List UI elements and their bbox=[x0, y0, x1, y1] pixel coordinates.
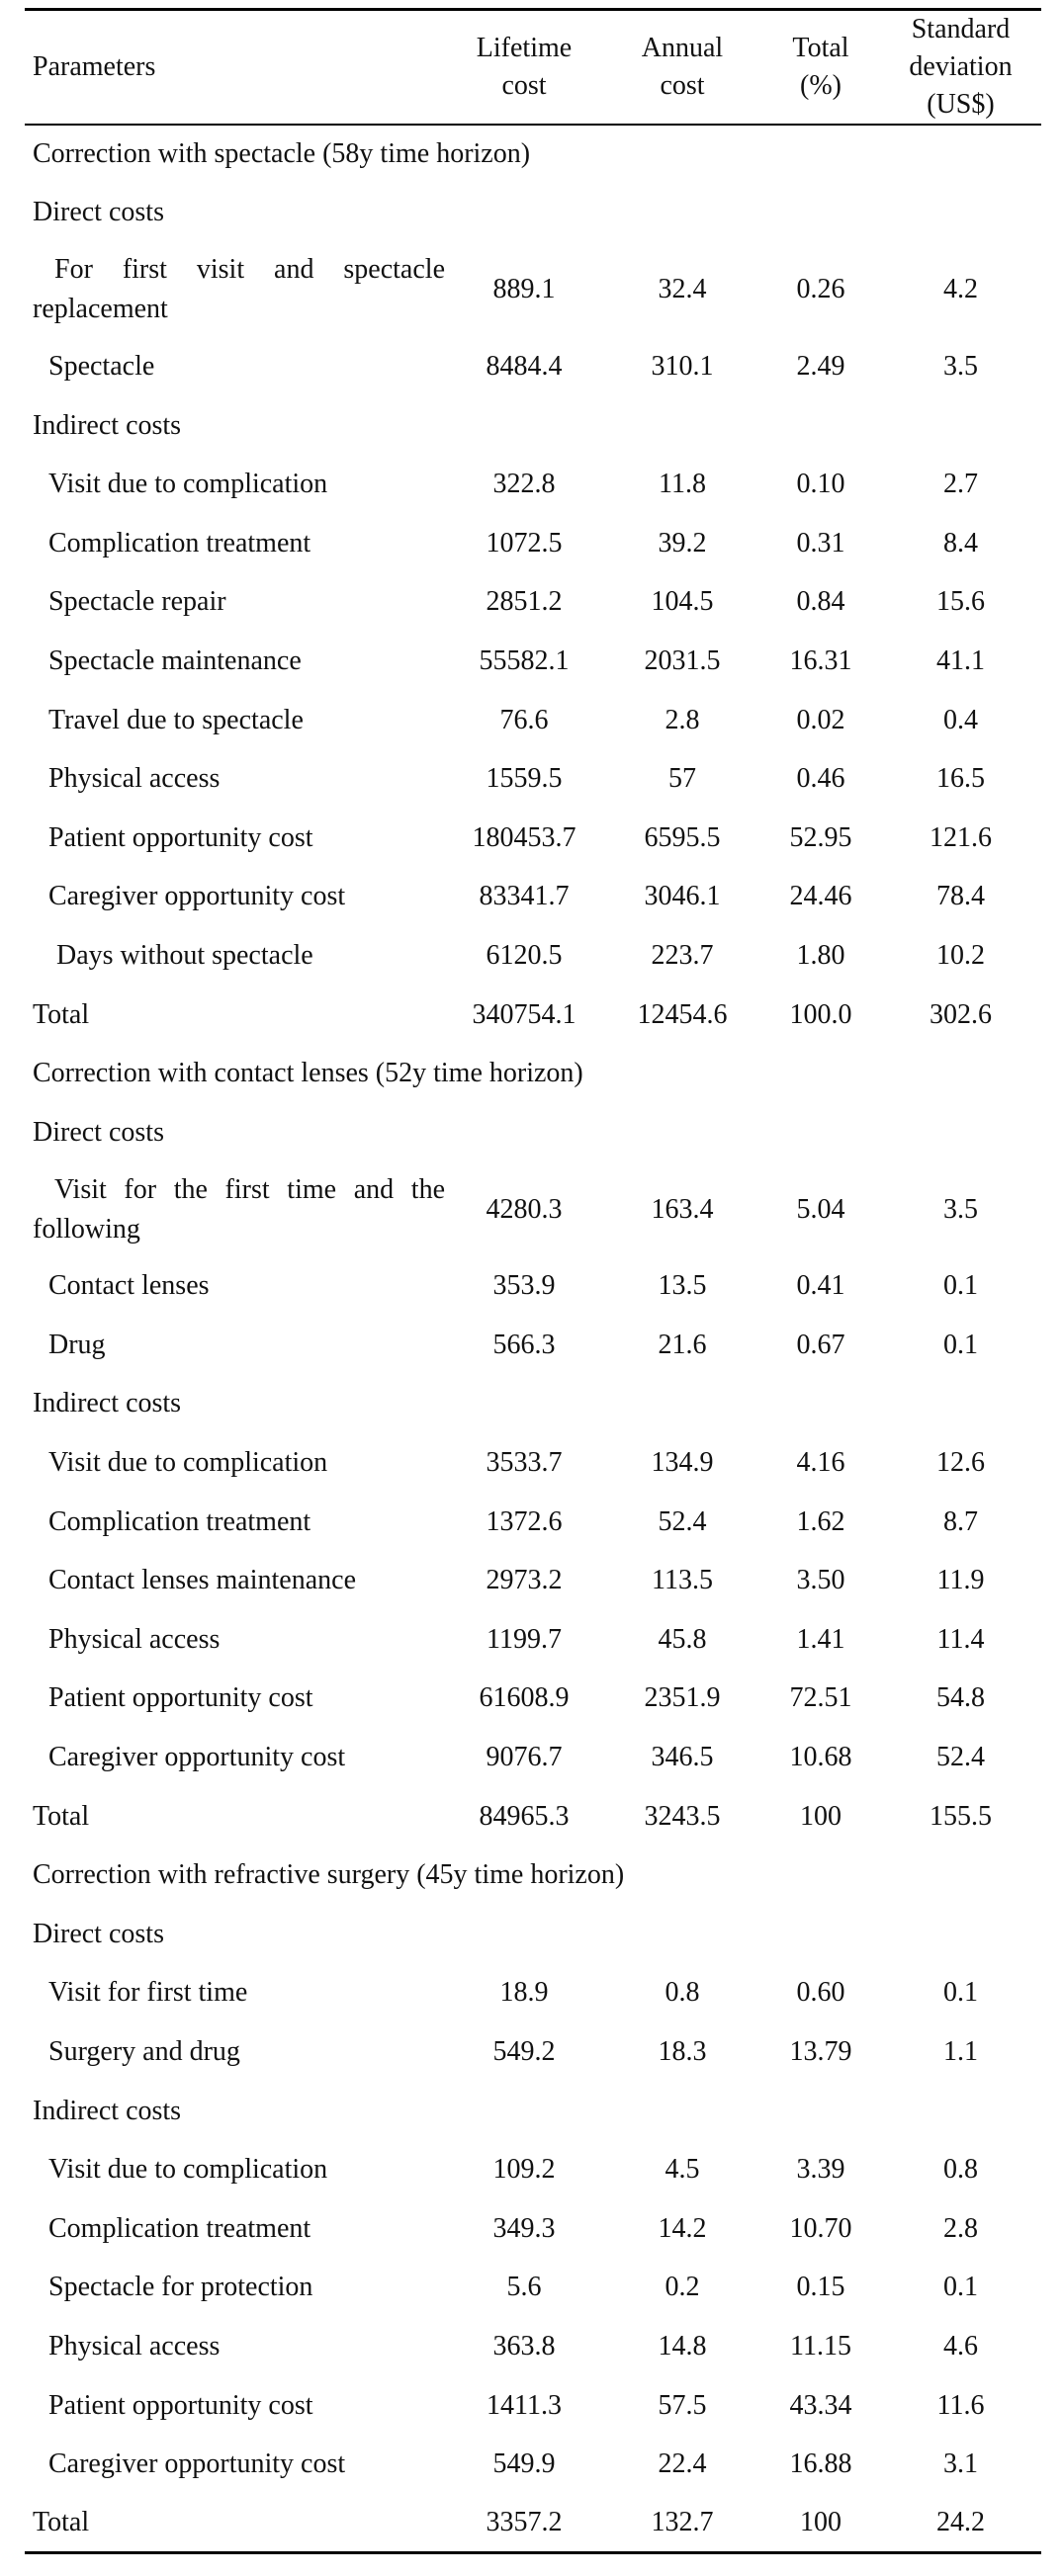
total-percent: 0.46 bbox=[796, 763, 845, 795]
lifetime-cost: 84965.3 bbox=[479, 1800, 570, 1832]
lifetime-cost: 9076.7 bbox=[486, 1742, 563, 1773]
table-body bbox=[25, 125, 1041, 2553]
table-row bbox=[25, 455, 1041, 514]
total-percent: 0.41 bbox=[796, 1270, 845, 1302]
standard-deviation: 52.4 bbox=[936, 1742, 985, 1773]
lifetime-cost: 2973.2 bbox=[486, 1565, 563, 1596]
total-percent: 10.68 bbox=[789, 1742, 852, 1773]
total-percent: 52.95 bbox=[789, 821, 852, 853]
row-label: Contact lenses bbox=[48, 1270, 210, 1302]
total-percent: 3.50 bbox=[796, 1565, 845, 1596]
annual-cost: 14.2 bbox=[658, 2212, 707, 2244]
row-label: Surgery and drug bbox=[48, 2036, 240, 2068]
table-row bbox=[25, 2435, 1041, 2494]
table-row bbox=[25, 242, 1041, 337]
standard-deviation: 15.6 bbox=[936, 586, 985, 618]
row-label: For first visit and spectacle replacement bbox=[33, 254, 445, 325]
standard-deviation: 0.4 bbox=[943, 704, 978, 735]
total-percent: 5.04 bbox=[796, 1193, 845, 1225]
lifetime-cost: 1372.6 bbox=[486, 1505, 563, 1537]
annual-cost: 223.7 bbox=[651, 939, 714, 971]
annual-cost: 3243.5 bbox=[644, 1800, 721, 1832]
row-label: Total bbox=[33, 998, 90, 1030]
row-label: Patient opportunity cost bbox=[48, 821, 313, 853]
row-label: Spectacle bbox=[48, 350, 155, 382]
total-percent: 16.88 bbox=[789, 2448, 852, 2480]
annual-cost: 132.7 bbox=[603, 2494, 761, 2553]
annual-cost: 45.8 bbox=[658, 1623, 707, 1655]
subsection-title: Direct costs bbox=[33, 1918, 164, 1949]
row-label: Patient opportunity cost bbox=[48, 1682, 313, 1714]
section-title: Correction with refractive surgery (45y time horizon) bbox=[33, 1859, 625, 1891]
total-percent: 0.31 bbox=[796, 527, 845, 558]
total-percent: 43.34 bbox=[789, 2389, 852, 2421]
annual-cost: 18.3 bbox=[658, 2036, 707, 2068]
total-row bbox=[25, 986, 1041, 1045]
table-row bbox=[25, 1162, 1041, 1257]
annual-cost: 6595.5 bbox=[644, 821, 721, 853]
row-label: Caregiver opportunity cost bbox=[48, 2448, 346, 2480]
standard-deviation: 155.5 bbox=[930, 1800, 992, 1832]
subsection-title: Indirect costs bbox=[33, 409, 182, 441]
standard-deviation: 0.1 bbox=[943, 1977, 978, 2009]
total-percent: 11.15 bbox=[790, 2330, 851, 2361]
standard-deviation: 0.1 bbox=[943, 1329, 978, 1360]
standard-deviation: 1.1 bbox=[943, 2036, 978, 2068]
total-percent: 1.80 bbox=[796, 939, 845, 971]
table-row bbox=[25, 2317, 1041, 2376]
table-row bbox=[25, 749, 1041, 809]
table-row bbox=[25, 337, 1041, 396]
table-row bbox=[25, 1551, 1041, 1610]
standard-deviation: 11.4 bbox=[936, 1623, 985, 1655]
table-row bbox=[25, 868, 1041, 927]
row-label: Days without spectacle bbox=[56, 939, 313, 971]
lifetime-cost: 1072.5 bbox=[486, 527, 563, 558]
row-label: Drug bbox=[48, 1329, 106, 1360]
row-label: Spectacle for protection bbox=[48, 2272, 313, 2303]
standard-deviation: 0.8 bbox=[943, 2154, 978, 2186]
lifetime-cost: 180453.7 bbox=[472, 821, 576, 853]
table-row bbox=[25, 691, 1041, 750]
row-label: Physical access bbox=[48, 763, 221, 795]
annual-cost: 57.5 bbox=[658, 2389, 707, 2421]
table-row bbox=[25, 1728, 1041, 1787]
row-label: Total bbox=[25, 2494, 445, 2553]
lifetime-cost: 5.6 bbox=[506, 2272, 542, 2303]
standard-deviation: 302.6 bbox=[930, 998, 992, 1030]
standard-deviation: 2.7 bbox=[943, 469, 978, 500]
standard-deviation: 3.1 bbox=[943, 2448, 978, 2480]
lifetime-cost: 3533.7 bbox=[486, 1447, 563, 1479]
standard-deviation: 54.8 bbox=[936, 1682, 985, 1714]
annual-cost: 52.4 bbox=[658, 1505, 707, 1537]
annual-cost: 12454.6 bbox=[637, 998, 728, 1030]
row-label: Spectacle maintenance bbox=[48, 644, 302, 676]
lifetime-cost: 61608.9 bbox=[479, 1682, 570, 1714]
table-row bbox=[25, 514, 1041, 573]
header-total-percent: Total (%) bbox=[761, 10, 880, 126]
header-lifetime-cost: Lifetime cost bbox=[445, 10, 603, 126]
standard-deviation: 11.9 bbox=[936, 1565, 985, 1596]
lifetime-cost: 83341.7 bbox=[479, 881, 570, 912]
lifetime-cost: 322.8 bbox=[492, 469, 556, 500]
total-percent: 0.67 bbox=[796, 1329, 845, 1360]
standard-deviation: 0.1 bbox=[943, 2272, 978, 2303]
row-label: Visit for the first time and the following bbox=[33, 1173, 445, 1245]
lifetime-cost: 549.2 bbox=[492, 2036, 556, 2068]
total-percent: 1.62 bbox=[796, 1505, 845, 1537]
annual-cost: 22.4 bbox=[658, 2448, 707, 2480]
standard-deviation: 10.2 bbox=[936, 939, 985, 971]
table-row bbox=[25, 1433, 1041, 1493]
lifetime-cost: 363.8 bbox=[492, 2330, 556, 2361]
total-percent: 0.84 bbox=[796, 586, 845, 618]
total-row bbox=[25, 2494, 1041, 2553]
subsection-title: Direct costs bbox=[33, 1116, 164, 1148]
row-label: Caregiver opportunity cost bbox=[48, 1742, 346, 1773]
standard-deviation: 78.4 bbox=[936, 881, 985, 912]
standard-deviation: 11.6 bbox=[936, 2389, 985, 2421]
row-label: Caregiver opportunity cost bbox=[48, 881, 346, 912]
section-title: Correction with contact lenses (52y time horizon) bbox=[33, 1058, 583, 1089]
lifetime-cost: 1411.3 bbox=[487, 2389, 562, 2421]
total-percent: 100.0 bbox=[789, 998, 852, 1030]
table-row bbox=[25, 926, 1041, 986]
lifetime-cost: 8484.4 bbox=[486, 350, 563, 382]
row-label: Visit for first time bbox=[48, 1977, 248, 2009]
annual-cost: 0.2 bbox=[664, 2272, 700, 2303]
total-percent: 16.31 bbox=[789, 644, 852, 676]
total-percent: 100 bbox=[761, 2494, 880, 2553]
annual-cost: 113.5 bbox=[652, 1565, 713, 1596]
standard-deviation: 24.2 bbox=[880, 2494, 1041, 2553]
standard-deviation: 0.1 bbox=[943, 1270, 978, 1302]
annual-cost: 163.4 bbox=[651, 1193, 714, 1225]
lifetime-cost: 3357.2 bbox=[445, 2494, 603, 2553]
standard-deviation: 4.2 bbox=[943, 274, 978, 305]
standard-deviation: 3.5 bbox=[943, 1193, 978, 1225]
lifetime-cost: 18.9 bbox=[499, 1977, 549, 2009]
table-row bbox=[25, 1964, 1041, 2023]
standard-deviation: 8.4 bbox=[943, 527, 978, 558]
standard-deviation: 12.6 bbox=[936, 1447, 985, 1479]
row-label: Visit due to complication bbox=[48, 469, 328, 500]
table-row bbox=[25, 1257, 1041, 1317]
total-percent: 13.79 bbox=[789, 2036, 852, 2068]
annual-cost: 2031.5 bbox=[644, 644, 721, 676]
total-percent: 0.15 bbox=[796, 2272, 845, 2303]
total-percent: 24.46 bbox=[789, 881, 852, 912]
annual-cost: 14.8 bbox=[658, 2330, 707, 2361]
row-label: Physical access bbox=[48, 2330, 221, 2361]
row-label: Complication treatment bbox=[48, 1505, 311, 1537]
cost-table bbox=[25, 8, 1041, 2554]
row-label: Spectacle repair bbox=[48, 586, 226, 618]
standard-deviation: 4.6 bbox=[943, 2330, 978, 2361]
lifetime-cost: 889.1 bbox=[492, 274, 556, 305]
header-standard-deviation: Standard deviation (US$) bbox=[880, 10, 1041, 126]
total-percent: 0.26 bbox=[796, 274, 845, 305]
standard-deviation: 16.5 bbox=[936, 763, 985, 795]
annual-cost: 2.8 bbox=[664, 704, 700, 735]
annual-cost: 39.2 bbox=[658, 527, 707, 558]
total-percent: 0.02 bbox=[796, 704, 845, 735]
annual-cost: 3046.1 bbox=[644, 881, 721, 912]
table-header bbox=[25, 10, 1041, 126]
annual-cost: 104.5 bbox=[651, 586, 714, 618]
lifetime-cost: 76.6 bbox=[499, 704, 549, 735]
table-row bbox=[25, 1493, 1041, 1552]
total-percent: 0.10 bbox=[796, 469, 845, 500]
row-label: Physical access bbox=[48, 1623, 221, 1655]
annual-cost: 32.4 bbox=[658, 274, 707, 305]
annual-cost: 310.1 bbox=[651, 350, 714, 382]
annual-cost: 2351.9 bbox=[644, 1682, 721, 1714]
row-label: Visit due to complication bbox=[48, 1447, 328, 1479]
table-row bbox=[25, 632, 1041, 691]
standard-deviation: 3.5 bbox=[943, 350, 978, 382]
total-percent: 10.70 bbox=[789, 2212, 852, 2244]
standard-deviation: 121.6 bbox=[930, 821, 992, 853]
row-label: Patient opportunity cost bbox=[48, 2389, 313, 2421]
row-label: Total bbox=[33, 1800, 90, 1832]
total-row bbox=[25, 1787, 1041, 1846]
lifetime-cost: 353.9 bbox=[492, 1270, 556, 1302]
annual-cost: 21.6 bbox=[658, 1329, 707, 1360]
subsection-title: Indirect costs bbox=[33, 1388, 182, 1419]
lifetime-cost: 2851.2 bbox=[486, 586, 563, 618]
table-row bbox=[25, 2140, 1041, 2199]
table-row bbox=[25, 2022, 1041, 2082]
annual-cost: 134.9 bbox=[651, 1447, 714, 1479]
table-row bbox=[25, 2376, 1041, 2436]
annual-cost: 11.8 bbox=[659, 469, 706, 500]
annual-cost: 346.5 bbox=[651, 1742, 714, 1773]
lifetime-cost: 549.9 bbox=[492, 2448, 556, 2480]
lifetime-cost: 349.3 bbox=[492, 2212, 556, 2244]
total-percent: 72.51 bbox=[789, 1682, 852, 1714]
lifetime-cost: 55582.1 bbox=[479, 644, 570, 676]
row-label: Visit due to complication bbox=[48, 2154, 328, 2186]
table-row bbox=[25, 2259, 1041, 2318]
subsection-title: Indirect costs bbox=[33, 2095, 182, 2126]
header-parameters: Parameters bbox=[25, 10, 445, 126]
subsection-title: Direct costs bbox=[33, 197, 164, 228]
standard-deviation: 41.1 bbox=[936, 644, 985, 676]
lifetime-cost: 4280.3 bbox=[486, 1193, 563, 1225]
table-row bbox=[25, 1670, 1041, 1729]
lifetime-cost: 109.2 bbox=[492, 2154, 556, 2186]
total-percent: 1.41 bbox=[796, 1623, 845, 1655]
lifetime-cost: 6120.5 bbox=[486, 939, 563, 971]
table-row bbox=[25, 1316, 1041, 1375]
header-annual-cost: Annual cost bbox=[603, 10, 761, 126]
row-label: Complication treatment bbox=[48, 527, 311, 558]
lifetime-cost: 1199.7 bbox=[487, 1623, 562, 1655]
table-row bbox=[25, 2199, 1041, 2259]
table-row bbox=[25, 809, 1041, 868]
row-label: Complication treatment bbox=[48, 2212, 311, 2244]
total-percent: 4.16 bbox=[796, 1447, 845, 1479]
annual-cost: 57 bbox=[668, 763, 696, 795]
total-percent: 3.39 bbox=[796, 2154, 845, 2186]
lifetime-cost: 1559.5 bbox=[486, 763, 563, 795]
total-percent: 2.49 bbox=[796, 350, 845, 382]
total-percent: 0.60 bbox=[796, 1977, 845, 2009]
section-title: Correction with spectacle (58y time horizon) bbox=[33, 138, 531, 170]
annual-cost: 0.8 bbox=[664, 1977, 700, 2009]
annual-cost: 13.5 bbox=[658, 1270, 707, 1302]
standard-deviation: 2.8 bbox=[943, 2212, 978, 2244]
row-label: Travel due to spectacle bbox=[48, 704, 304, 735]
lifetime-cost: 340754.1 bbox=[472, 998, 576, 1030]
table-row bbox=[25, 1610, 1041, 1670]
annual-cost: 4.5 bbox=[664, 2154, 700, 2186]
row-label: Contact lenses maintenance bbox=[48, 1565, 356, 1596]
lifetime-cost: 566.3 bbox=[492, 1329, 556, 1360]
table-row bbox=[25, 573, 1041, 633]
standard-deviation: 8.7 bbox=[943, 1505, 978, 1537]
total-percent: 100 bbox=[800, 1800, 842, 1832]
